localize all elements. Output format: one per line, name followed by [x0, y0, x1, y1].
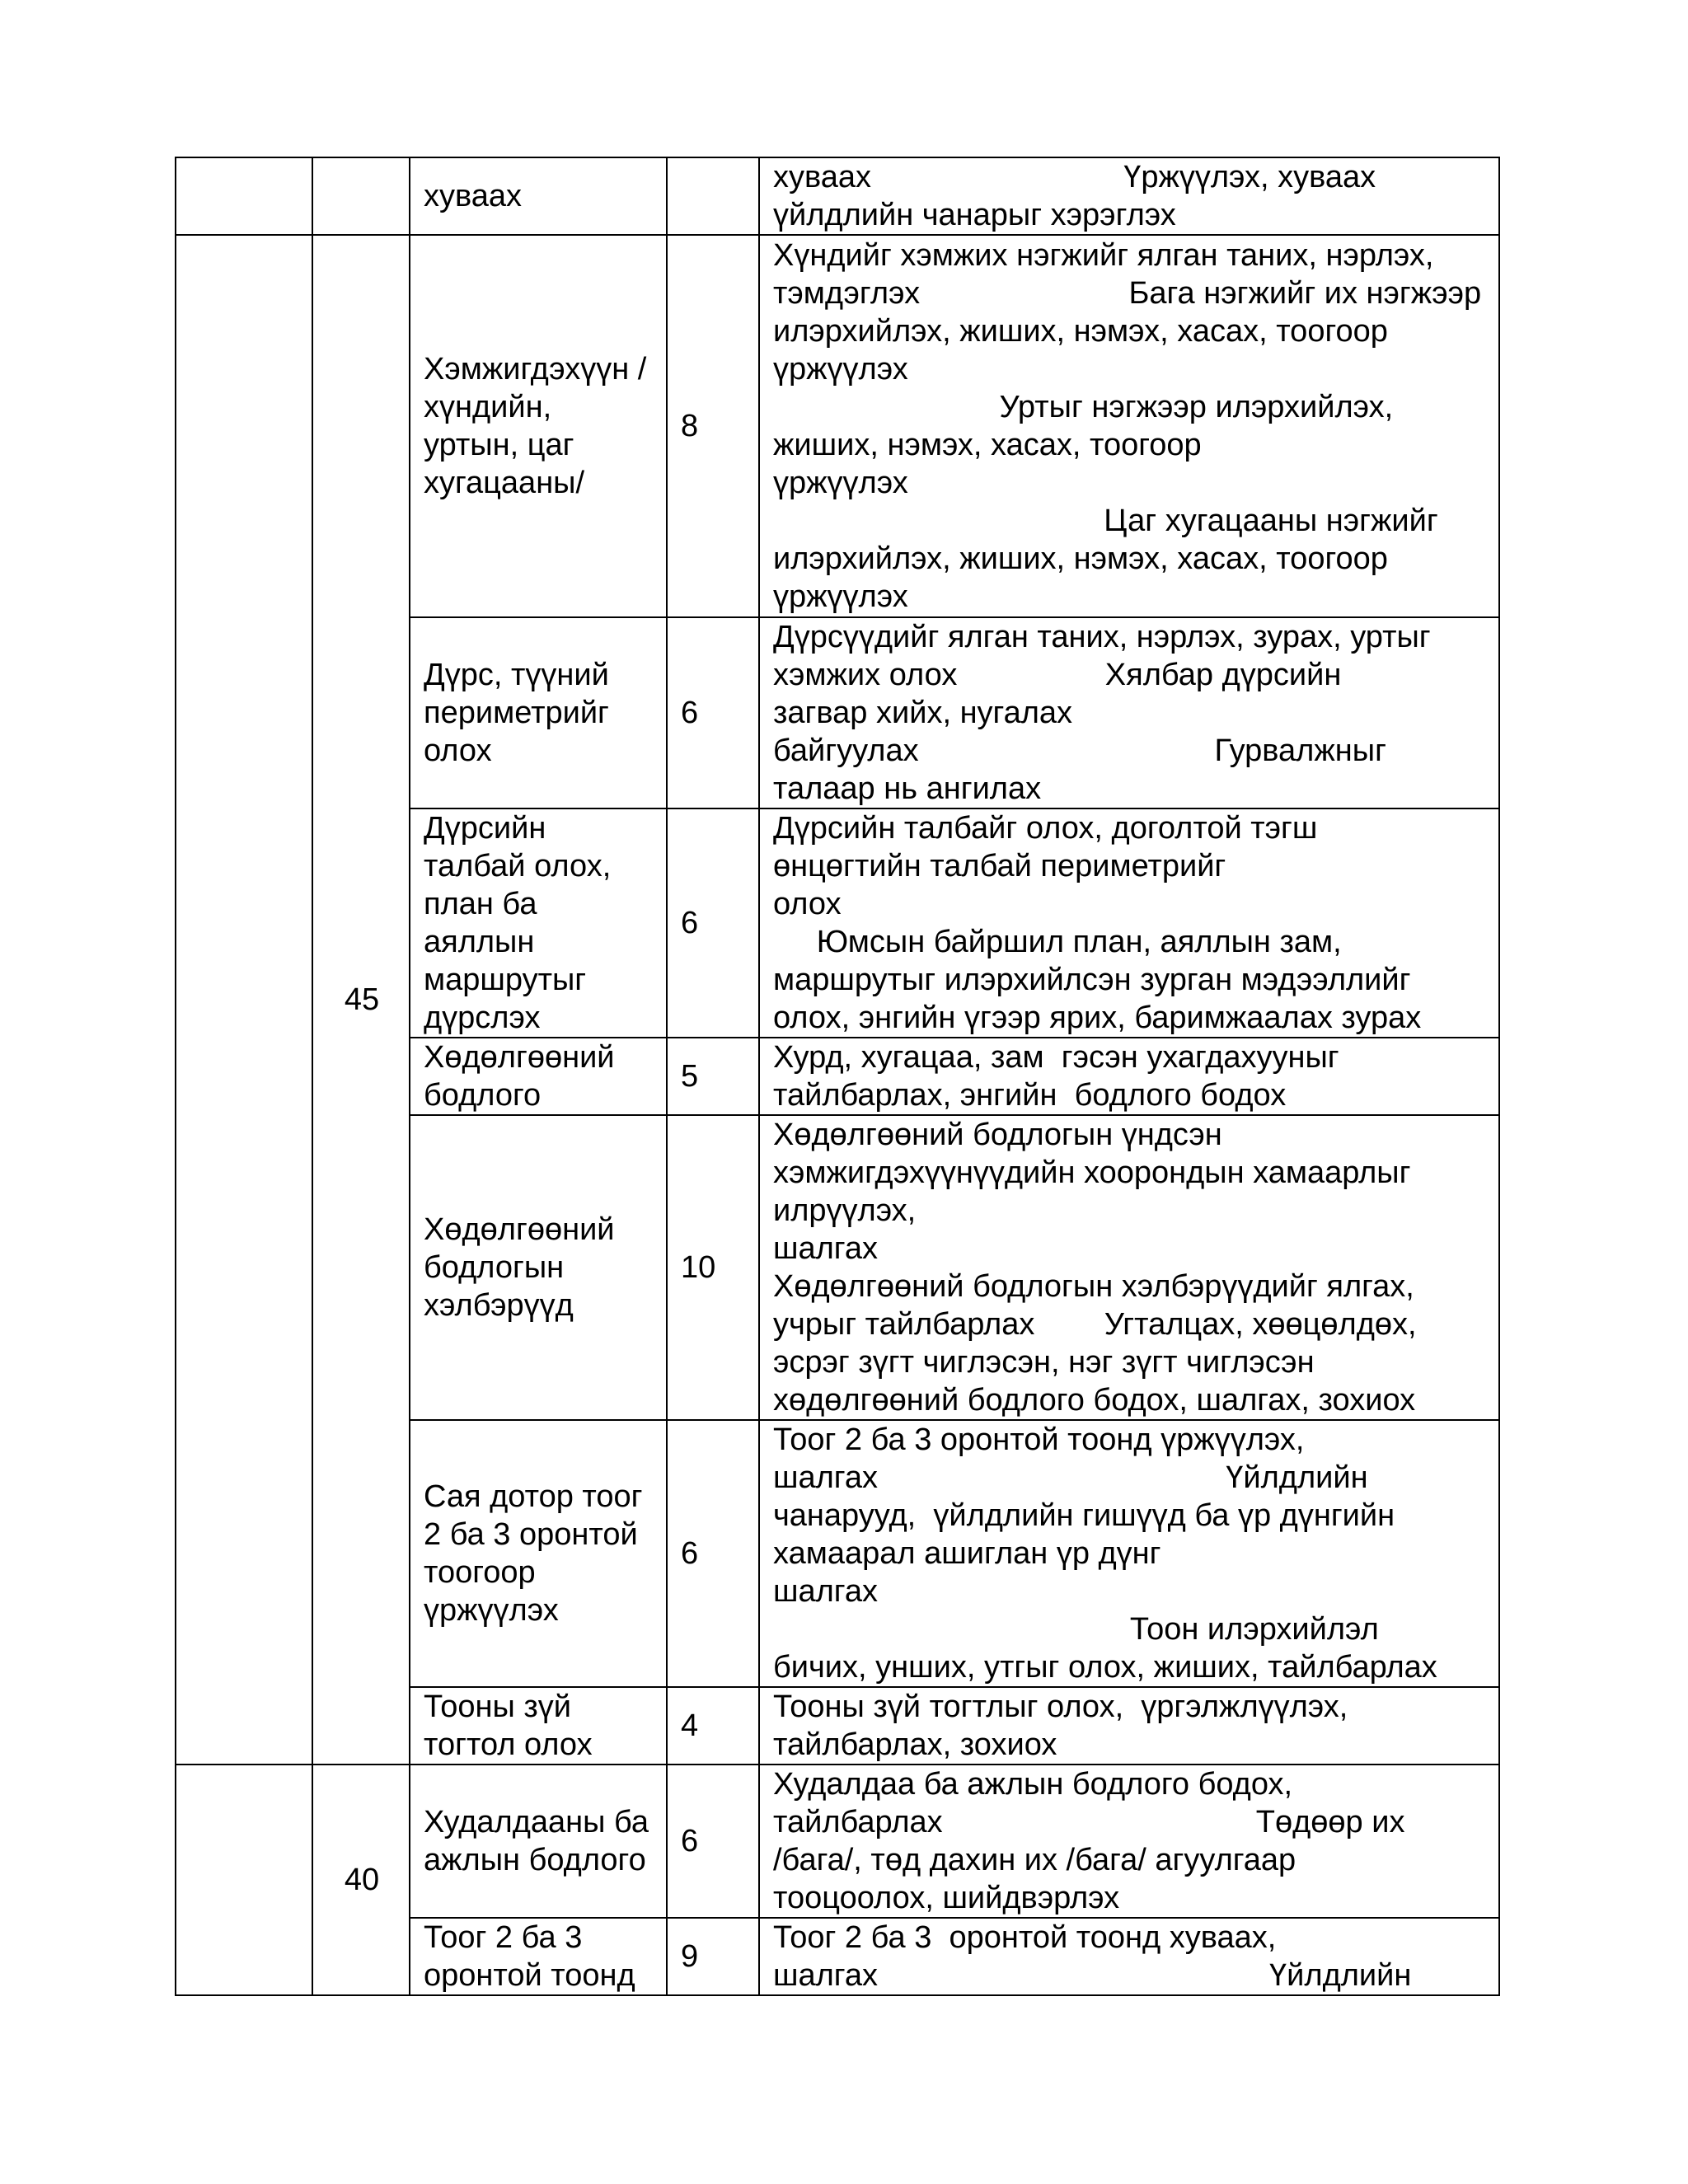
content-line: хуваах Үржүүлэх, хуваах	[773, 160, 1376, 194]
content-line: Цаг хугацааны нэгжийг	[773, 504, 1438, 538]
content-cell	[759, 617, 1499, 808]
content-line: үржүүлэх	[773, 352, 908, 387]
content-line: тайлбарлах, зохиох	[773, 1727, 1057, 1762]
table-cell-blank	[176, 1765, 312, 1995]
content-line: Хөдөлгөөний бодлогын хэлбэрүүдийг ялгах,	[773, 1269, 1414, 1304]
content-line: хэмжих олох Хялбар дүрсийн	[773, 658, 1342, 692]
hours-cell: 6	[667, 1420, 759, 1687]
total-hours-cell: 40	[312, 1765, 410, 1995]
content-line: илрүүлэх,	[773, 1193, 917, 1228]
content-line: тооцоолох, шийдвэрлэх	[773, 1881, 1120, 1915]
table-row	[176, 1765, 1499, 1918]
content-line: Дүрсийн талбайг олох, доголтой тэгш	[773, 811, 1318, 846]
table-cell-blank	[312, 157, 410, 235]
content-cell	[759, 1420, 1499, 1687]
content-line: учрыг тайлбарлах Угталцах, хөөцөлдөх,	[773, 1307, 1417, 1342]
content-line: тайлбарлах, энгийн бодлого бодох	[773, 1078, 1287, 1113]
hours-cell: 6	[667, 1765, 759, 1918]
content-cell	[759, 808, 1499, 1038]
content-cell	[759, 1687, 1499, 1765]
hours-cell: 5	[667, 1038, 759, 1115]
curriculum-table	[175, 157, 1500, 1996]
content-cell	[759, 1038, 1499, 1115]
content-line: талаар нь ангилах	[773, 771, 1042, 806]
content-cell	[759, 1765, 1499, 1918]
content-line: шалгах Үйлдлийн	[773, 1460, 1368, 1495]
content-line: чанарууд, үйлдлийн гишүүд ба үр дүнгийн	[773, 1498, 1395, 1533]
content-line: хэмжигдэхүүнүүдийн хоорондын хамаарлыг	[773, 1155, 1411, 1190]
content-line: Тоог 2 ба 3 оронтой тоонд үржүүлэх,	[773, 1422, 1305, 1457]
table-cell-blank	[176, 235, 312, 1765]
content-line: жиших, нэмэх, хасах, тоогоор	[773, 428, 1202, 462]
content-line: Тоон илэрхийлэл	[773, 1612, 1379, 1647]
topic-cell: Сая дотор тоог 2 ба 3 оронтой тоогоор үржүүлэх	[410, 1420, 667, 1687]
content-line: үржүүлэх	[773, 466, 908, 500]
topic-cell: Хөдөлгөөний бодлогын хэлбэрүүд	[410, 1115, 667, 1420]
table-row	[176, 157, 1499, 235]
topic-cell: хуваах	[410, 157, 667, 235]
content-line: илэрхийлэх, жиших, нэмэх, хасах, тоогоор	[773, 314, 1388, 349]
topic-cell: Хөдөлгөөний бодлого	[410, 1038, 667, 1115]
hours-cell: 8	[667, 235, 759, 617]
topic-cell: Худалдааны ба ажлын бодлого	[410, 1765, 667, 1918]
total-hours-cell: 45	[312, 235, 410, 1765]
hours-cell: 6	[667, 617, 759, 808]
content-line: тэмдэглэх Бага нэгжийг их нэгжээр	[773, 276, 1482, 311]
content-line: үржүүлэх	[773, 579, 908, 614]
content-line: шалгах Үйлдлийн	[773, 1958, 1412, 1993]
content-cell	[759, 1918, 1499, 1995]
content-line: загвар хийх, нугалах	[773, 696, 1073, 730]
content-line: /бага/, төд дахин их /бага/ агуулгаар	[773, 1843, 1296, 1877]
content-cell	[759, 235, 1499, 617]
content-line: шалгах	[773, 1231, 878, 1266]
content-line: олох	[773, 887, 842, 921]
content-line: тайлбарлах Төдөөр их	[773, 1805, 1405, 1840]
content-line: үйлдлийн чанарыг хэрэглэх	[773, 198, 1176, 232]
content-line: Хөдөлгөөний бодлогын үндсэн	[773, 1118, 1222, 1152]
content-line: Тоог 2 ба 3 оронтой тоонд хуваах,	[773, 1920, 1277, 1955]
content-cell	[759, 157, 1499, 235]
hours-cell: 10	[667, 1115, 759, 1420]
content-line: хамаарал ашиглан үр дүнг	[773, 1536, 1161, 1571]
content-line: хөдөлгөөний бодлого бодох, шалгах, зохиох	[773, 1383, 1416, 1418]
hours-cell: 6	[667, 808, 759, 1038]
content-line: Уртыг нэгжээр илэрхийлэх,	[773, 390, 1394, 424]
content-line: Хүндийг хэмжих нэгжийг ялган таних, нэрлэх,	[773, 238, 1434, 273]
topic-cell: Тоог 2 ба 3 оронтой тоонд	[410, 1918, 667, 1995]
topic-cell: Тооны зүй тогтол олох	[410, 1687, 667, 1765]
content-line: бичих, унших, утгыг олох, жиших, тайлбарлах	[773, 1650, 1437, 1685]
topic-cell: Хэмжигдэхүүн /хүндийн, уртын, цаг хугацааны/	[410, 235, 667, 617]
content-line: Дүрсүүдийг ялган таних, нэрлэх, зурах, уртыг	[773, 620, 1431, 654]
content-line: байгуулах Гурвалжныг	[773, 733, 1386, 768]
hours-cell: 9	[667, 1918, 759, 1995]
content-line: эсрэг зүгт чиглэсэн, нэг зүгт чиглэсэн	[773, 1345, 1315, 1380]
content-cell	[759, 1115, 1499, 1420]
content-line: Юмсын байршил план, аяллын зам,	[773, 925, 1342, 959]
hours-cell	[667, 157, 759, 235]
hours-cell: 4	[667, 1687, 759, 1765]
topic-cell: Дүрсийн талбай олох, план ба аяллын маршрутыг дүрслэх	[410, 808, 667, 1038]
content-line: өнцөгтийн талбай периметрийг	[773, 849, 1226, 883]
content-line: Худалдаа ба ажлын бодлого бодох,	[773, 1767, 1293, 1802]
content-line: илэрхийлэх, жиших, нэмэх, хасах, тоогоор	[773, 541, 1388, 576]
content-line: олох, энгийн үгээр ярих, баримжаалах зурах	[773, 1001, 1422, 1035]
table-row	[176, 235, 1499, 617]
content-line: шалгах	[773, 1574, 878, 1609]
topic-cell: Дүрс, түүний периметрийг олох	[410, 617, 667, 808]
content-line: маршрутыг илэрхийлсэн зурган мэдээллийг	[773, 963, 1411, 997]
content-line: Хурд, хугацаа, зам гэсэн ухагдахууныг	[773, 1040, 1339, 1075]
content-line: Тооны зүй тогтлыг олох, үргэлжлүүлэх,	[773, 1690, 1348, 1724]
table-cell-blank	[176, 157, 312, 235]
